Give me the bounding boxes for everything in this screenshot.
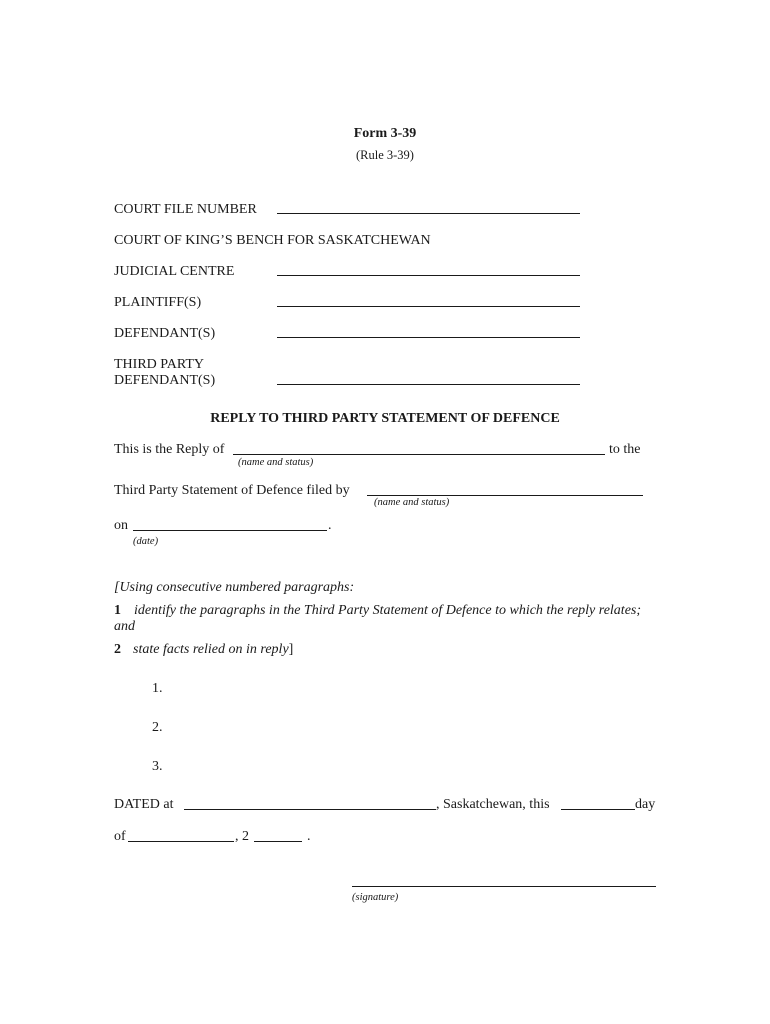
dated-end: . — [307, 829, 311, 844]
dated-of-label: of — [114, 829, 126, 844]
third-party-label-line1: THIRD PARTY — [114, 357, 205, 372]
on-suffix: . — [328, 518, 332, 533]
dated-middle: , Saskatchewan, this — [436, 797, 550, 812]
instruction-2-close: ] — [288, 642, 294, 657]
instruction-1-continued: and — [114, 619, 135, 634]
dated-month-field[interactable] — [128, 841, 234, 842]
paragraph-number: 1. — [152, 681, 163, 696]
dated-year-field[interactable] — [254, 841, 302, 842]
judicial-centre-field[interactable] — [277, 275, 580, 276]
plaintiffs-field[interactable] — [277, 306, 580, 307]
instruction-2-text: state facts relied on in reply — [133, 642, 289, 657]
instruction-1-text: identify the paragraphs in the Third Party Statement of Defence to which the reply relates; — [134, 603, 642, 618]
dated-year-prefix: , 2 — [235, 829, 249, 844]
instruction-2 — [114, 642, 293, 658]
signature-caption: (signature) — [352, 892, 399, 903]
date-field[interactable] — [133, 530, 327, 531]
dated-day-label: day — [635, 797, 656, 812]
on-prefix: on — [114, 518, 128, 533]
dated-place-field[interactable] — [184, 809, 436, 810]
paragraph-number: 2. — [152, 720, 163, 735]
filed-by-prefix: Third Party Statement of Defence filed by — [114, 483, 350, 498]
date-caption: (date) — [133, 536, 159, 547]
paragraph-number: 3. — [152, 759, 163, 774]
defendants-field[interactable] — [277, 337, 580, 338]
defendants-label: DEFENDANT(S) — [114, 326, 216, 341]
judicial-centre-label: JUDICIAL CENTRE — [114, 264, 235, 279]
filed-by-name-field[interactable] — [367, 495, 643, 496]
plaintiffs-label: PLAINTIFF(S) — [114, 295, 202, 310]
instructions-intro: [Using consecutive numbered paragraphs: — [114, 580, 355, 595]
court-name: COURT OF KING’S BENCH FOR SASKATCHEWAN — [114, 233, 431, 248]
reply-of-prefix: This is the Reply of — [114, 442, 225, 457]
form-title: Form 3-39 — [353, 126, 417, 141]
filed-by-caption: (name and status) — [374, 497, 450, 508]
third-party-label-line2: DEFENDANT(S) — [114, 373, 216, 388]
form-rule: (Rule 3-39) — [356, 148, 414, 162]
instruction-2-number: 2 — [114, 642, 121, 657]
reply-of-caption: (name and status) — [238, 457, 314, 468]
signature-field[interactable] — [352, 886, 656, 887]
court-file-number-label: COURT FILE NUMBER — [114, 202, 257, 217]
third-party-defendants-field[interactable] — [277, 384, 580, 385]
dated-prefix: DATED at — [114, 797, 174, 812]
dated-day-field[interactable] — [561, 809, 635, 810]
court-file-number-field[interactable] — [277, 213, 580, 214]
reply-of-name-field[interactable] — [233, 454, 605, 455]
document-heading: REPLY TO THIRD PARTY STATEMENT OF DEFENCE — [210, 411, 560, 426]
reply-of-suffix: to the — [609, 442, 641, 457]
instruction-1-number: 1 — [114, 603, 121, 618]
